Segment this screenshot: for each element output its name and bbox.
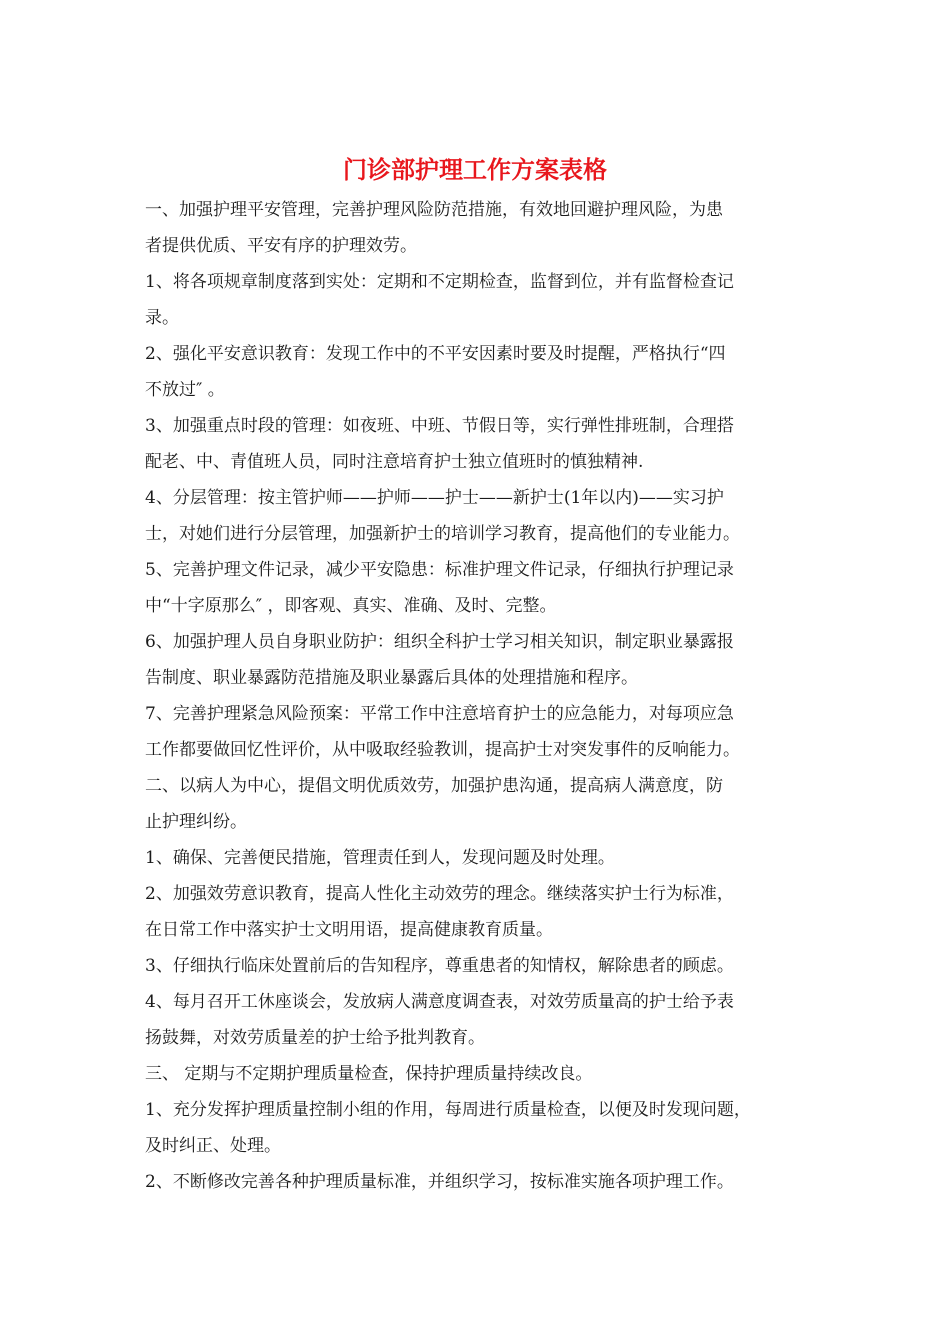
text-line: 1、将各项规章制度落到实处：定期和不定期检查，监督到位，并有监督检查记 [145, 272, 734, 292]
text-line: 配老、中、青值班人员，同时注意培育护士独立值班时的慎独精神. [145, 452, 644, 472]
text-line: 2、不断修改完善各种护理质量标准，并组织学习，按标准实施各项护理工作。 [145, 1172, 734, 1192]
text-line: 止护理纠纷。 [145, 812, 247, 832]
text-line: 4、分层管理：按主管护师——护师——护士——新护士(1年以内)——实习护 [145, 488, 724, 508]
text-line: 录。 [145, 308, 179, 328]
text-line: 士，对她们进行分层管理，加强新护士的培训学习教育，提高他们的专业能力。 [145, 524, 740, 544]
text-line: 中“十字原那么″ ，即客观、真实、准确、及时、完整。 [145, 596, 557, 616]
text-line: 5、完善护理文件记录，减少平安隐患：标准护理文件记录，仔细执行护理记录 [145, 560, 734, 580]
text-line: 二、以病人为中心，提倡文明优质效劳，加强护患沟通，提高病人满意度，防 [145, 776, 723, 796]
text-line: 3、仔细执行临床处置前后的告知程序，尊重患者的知情权，解除患者的顾虑。 [145, 956, 734, 976]
text-line: 4、每月召开工休座谈会，发放病人满意度调查表，对效劳质量高的护士给予表 [145, 992, 734, 1012]
text-line: 在日常工作中落实护士文明用语，提高健康教育质量。 [145, 920, 553, 940]
text-line: 2、加强效劳意识教育，提高人性化主动效劳的理念。继续落实护士行为标准， [145, 884, 734, 904]
document-title: 门诊部护理工作方案表格 [343, 155, 607, 184]
text-line: 告制度、职业暴露防范措施及职业暴露后具体的处理措施和程序。 [145, 668, 638, 688]
text-line: 1、确保、完善便民措施，管理责任到人，发现问题及时处理。 [145, 848, 615, 868]
text-line: 一、加强护理平安管理，完善护理风险防范措施，有效地回避护理风险，为患 [145, 200, 723, 220]
text-line: 不放过″ 。 [145, 380, 225, 400]
text-line: 者提供优质、平安有序的护理效劳。 [145, 236, 417, 256]
text-line: 6、加强护理人员自身职业防护：组织全科护士学习相关知识，制定职业暴露报 [145, 632, 734, 652]
text-line: 工作都要做回忆性评价，从中吸取经验教训，提高护士对突发事件的反响能力。 [145, 740, 740, 760]
text-line: 2、强化平安意识教育：发现工作中的不平安因素时要及时提醒，严格执行“四 [145, 344, 726, 364]
text-line: 及时纠正、处理。 [145, 1136, 281, 1156]
document-body [145, 192, 815, 1200]
text-line: 三、 定期与不定期护理质量检查，保持护理质量持续改良。 [145, 1064, 593, 1084]
text-line: 7、完善护理紧急风险预案：平常工作中注意培育护士的应急能力，对每项应急 [145, 704, 734, 724]
text-line: 3、加强重点时段的管理：如夜班、中班、节假日等，实行弹性排班制，合理搭 [145, 416, 734, 436]
text-line: 1、充分发挥护理质量控制小组的作用，每周进行质量检查，以便及时发现问题， [145, 1100, 751, 1120]
text-line: 扬鼓舞，对效劳质量差的护士给予批判教育。 [145, 1028, 485, 1048]
